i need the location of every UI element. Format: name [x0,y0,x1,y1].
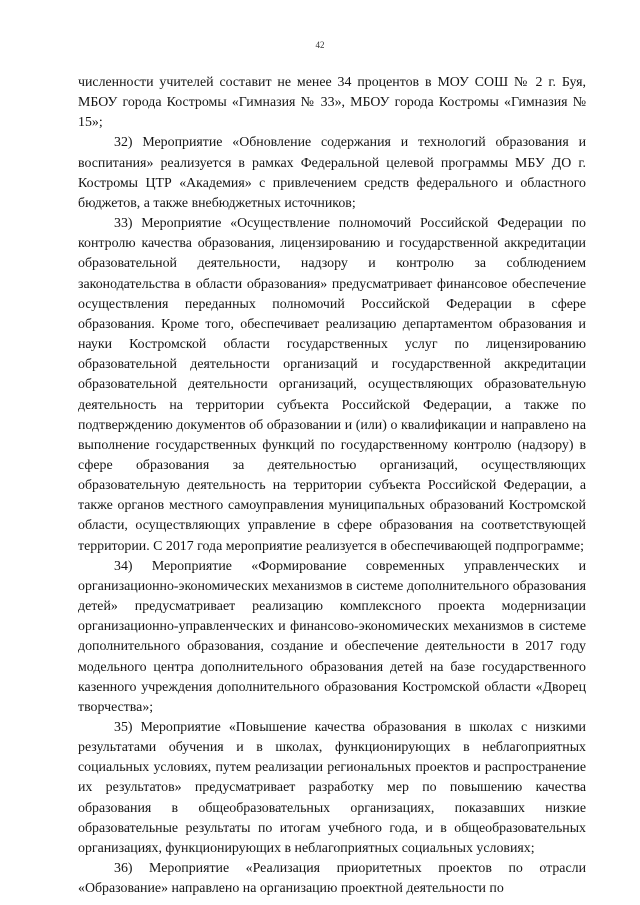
paragraph-item-34: 34) Мероприятие «Формирование современных управленческих и организационно-экономических механизмов в системе дополнительного образования детей» предусматривает реализацию комплексного проекта модернизации организационно-управленческих и финансово-экономических механизмов в системе дополнительного образования, создание и обеспечение деятельности в 2017 году модельного центра дополнительного образования детей на базе государственного казенного учреждения дополнительного образования Костромской области «Дворец творчества»; [78,558,586,715]
paragraph-item-35: 35) Мероприятие «Повышение качества образования в школах с низкими результатами обучения и в школах, функционирующих в неблагоприятных социальных условиях, путем реализации региональных проектов и распространение их результатов» предусматривает разработку мер по повышению качества образования в общеобразовательных организациях, показавших низкие образовательные результаты по итогам учебного года, и в общеобразовательных организациях, функционирующих в неблагоприятных социальных условиях; [78,720,586,856]
document-body [78,73,586,899]
page-number: 42 [315,40,325,50]
paragraph-continuation: численности учителей составит не менее 34 процентов в МОУ СОШ № 2 г. Буя, МБОУ города Костромы «Гимназия № 33», МБОУ города Костромы «Гимназия № 15»; [78,75,586,131]
paragraph-item-32: 32) Мероприятие «Обновление содержания и технологий образования и воспитания» реализуется в рамках Федеральной целевой программы МБУ ДО г. Костромы ЦТР «Академия» с привлечением средств федерального и областного бюджетов, а также внебюджетных источников; [78,135,586,211]
paragraph-item-33: 33) Мероприятие «Осуществление полномочий Российской Федерации по контролю качества образования, лицензированию и государственной аккредитации образовательной деятельности, надзору и контролю за соблюдением законодательства в области образования» предусматривает финансовое обеспечение осуществления переданных полномочий Российской Федерации в сфере образования. Кроме того, обеспечивает реализацию департаментом образования и науки Костромской области государственных услуг по лицензированию образовательной деятельности организаций и государственной аккредитации образовательной деятельности организаций, осуществляющих образовательную деятельность на территории субъекта Российской Федерации, а также по подтверждению документов об образовании и (или) о квалификации и направлено на выполнение государственных функций по государственному контролю (надзору) в сфере образования за деятельностью организаций, осуществляющих образовательную деятельность на территории субъекта Российской Федерации, а также органов местного самоуправления муниципальных образований Костромской области, осуществляющих управление в сфере образования на соответствующей территории. С 2017 года мероприятие реализуется в обеспечивающей подпрограмме; [78,216,586,554]
paragraph-item-36: 36) Мероприятие «Реализация приоритетных проектов по отрасли «Образование» направлено на организацию проектной деятельности по [78,861,586,897]
